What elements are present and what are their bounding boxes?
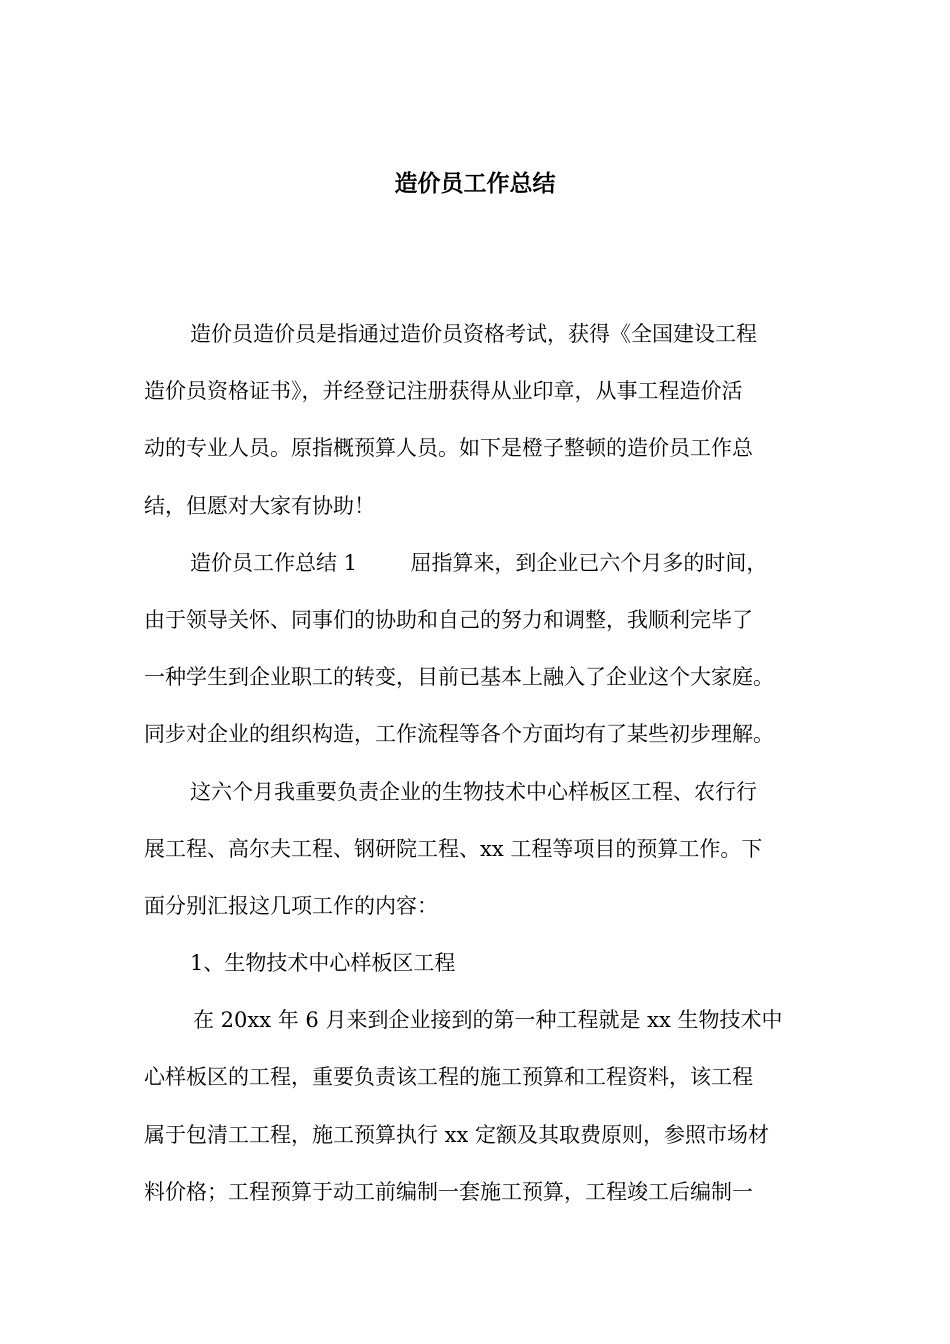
- paragraph-line: 心样板区的工程，重要负责该工程的施工预算和工程资料，该工程: [144, 1065, 753, 1090]
- document-body: [144, 318, 809, 1233]
- document-title: 造价员工作总结: [394, 171, 556, 197]
- paragraph-line: 造价员工作总结 1 屈指算来，到企业已六个月多的时间，: [190, 550, 768, 575]
- section-heading: 1、生物技术中心样板区工程: [190, 951, 456, 976]
- paragraph-line: 展工程、高尔夫工程、钢研院工程、xx 工程等项目的预算工作。下: [144, 836, 763, 861]
- paragraph-line: 面分别汇报这几项工作的内容：: [144, 893, 438, 918]
- paragraph-line: 造价员造价员是指通过造价员资格考试，获得《全国建设工程: [190, 322, 757, 346]
- paragraph-line: 结，但愿对大家有协助！: [144, 493, 375, 518]
- paragraph-line: 料价格；工程预算于动工前编制一套施工预算，工程竣工后编制一: [144, 1179, 753, 1204]
- paragraph-line: 造价员资格证书》，并经登记注册获得从业印章，从事工程造价活: [144, 379, 743, 404]
- paragraph-line: 在 20xx 年 6 月来到企业接到的第一种工程就是 xx 生物技术中: [193, 1008, 783, 1033]
- paragraph-line: 属于包清工工程，施工预算执行 xx 定额及其取费原则，参照市场材: [144, 1122, 770, 1147]
- paragraph-line: 一种学生到企业职工的转变，目前已基本上融入了企业这个大家庭。: [144, 665, 774, 690]
- paragraph-line: 动的专业人员。原指概预算人员。如下是橙子整顿的造价员工作总: [144, 436, 753, 461]
- paragraph-line: 同步对企业的组织构造，工作流程等各个方面均有了某些初步理解。: [144, 722, 774, 747]
- paragraph-line: 这六个月我重要负责企业的生物技术中心样板区工程、农行行: [190, 779, 757, 804]
- paragraph-line: 由于领导关怀、同事们的协助和自己的努力和调整，我顺利完毕了: [144, 607, 753, 632]
